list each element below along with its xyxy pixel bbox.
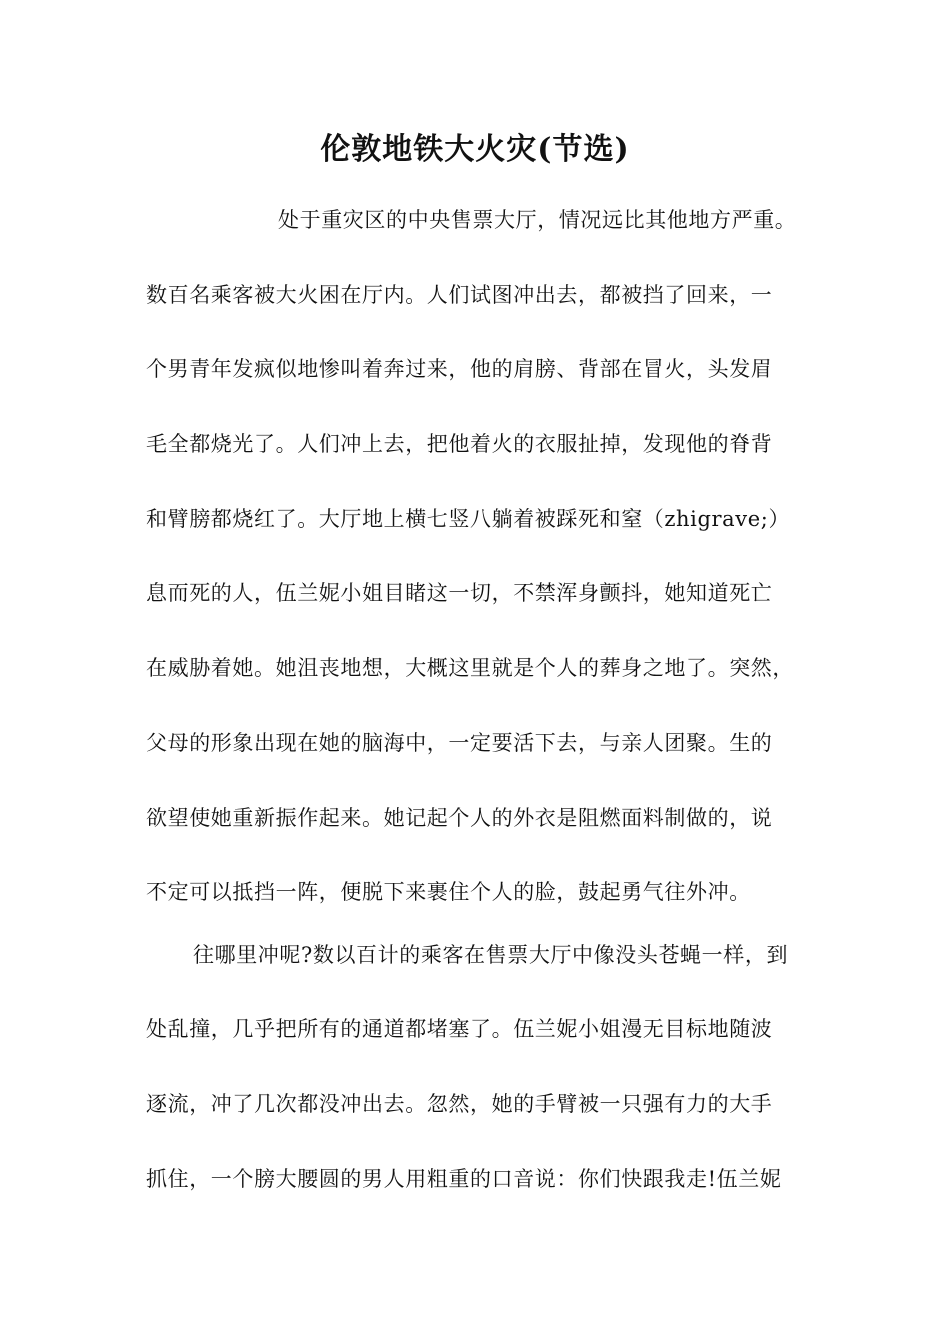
paragraph-2-line-3: 逐流，冲了几次都没冲出去。忽然，她的手臂被一只强有力的大手 [146,1092,773,1116]
paragraph-1-line-6: 息而死的人，伍兰妮小姐目睹这一切，不禁浑身颤抖，她知道死亡 [146,581,773,605]
paragraph-2-line-4: 抓住，一个膀大腰圆的男人用粗重的口音说：你们快跟我走!伍兰妮 [146,1167,782,1191]
paragraph-1-line-5: 和臂膀都烧红了。大厅地上横七竖八躺着被踩死和窒（zhigrave;） [146,507,791,531]
paragraph-1-line-2: 数百名乘客被大火困在厅内。人们试图冲出去，都被挡了回来，一 [146,283,773,307]
paragraph-1-line-9: 欲望使她重新振作起来。她记起个人的外衣是阻燃面料制做的，说 [146,806,773,830]
paragraph-1-line-1: 处于重灾区的中央售票大厅，情况远比其他地方严重。 [278,208,797,232]
paragraph-2-line-1: 往哪里冲呢?数以百计的乘客在售票大厅中像没头苍蝇一样，到 [193,943,789,967]
document-title: 伦敦地铁大火灾(节选) [320,132,630,167]
paragraph-1-line-8: 父母的形象出现在她的脑海中，一定要活下去，与亲人团聚。生的 [146,731,773,755]
paragraph-1-line-7: 在威胁着她。她沮丧地想，大概这里就是个人的葬身之地了。突然， [146,656,794,680]
paragraph-2-line-2: 处乱撞，几乎把所有的通道都堵塞了。伍兰妮小姐漫无目标地随波 [146,1017,773,1041]
paragraph-1-line-3: 个男青年发疯似地惨叫着奔过来，他的肩膀、背部在冒火，头发眉 [146,357,773,381]
paragraph-1-line-10: 不定可以抵挡一阵，便脱下来裹住个人的脸，鼓起勇气往外冲。 [146,880,751,904]
paragraph-1-line-4: 毛全都烧光了。人们冲上去，把他着火的衣服扯掉，发现他的脊背 [146,432,773,456]
